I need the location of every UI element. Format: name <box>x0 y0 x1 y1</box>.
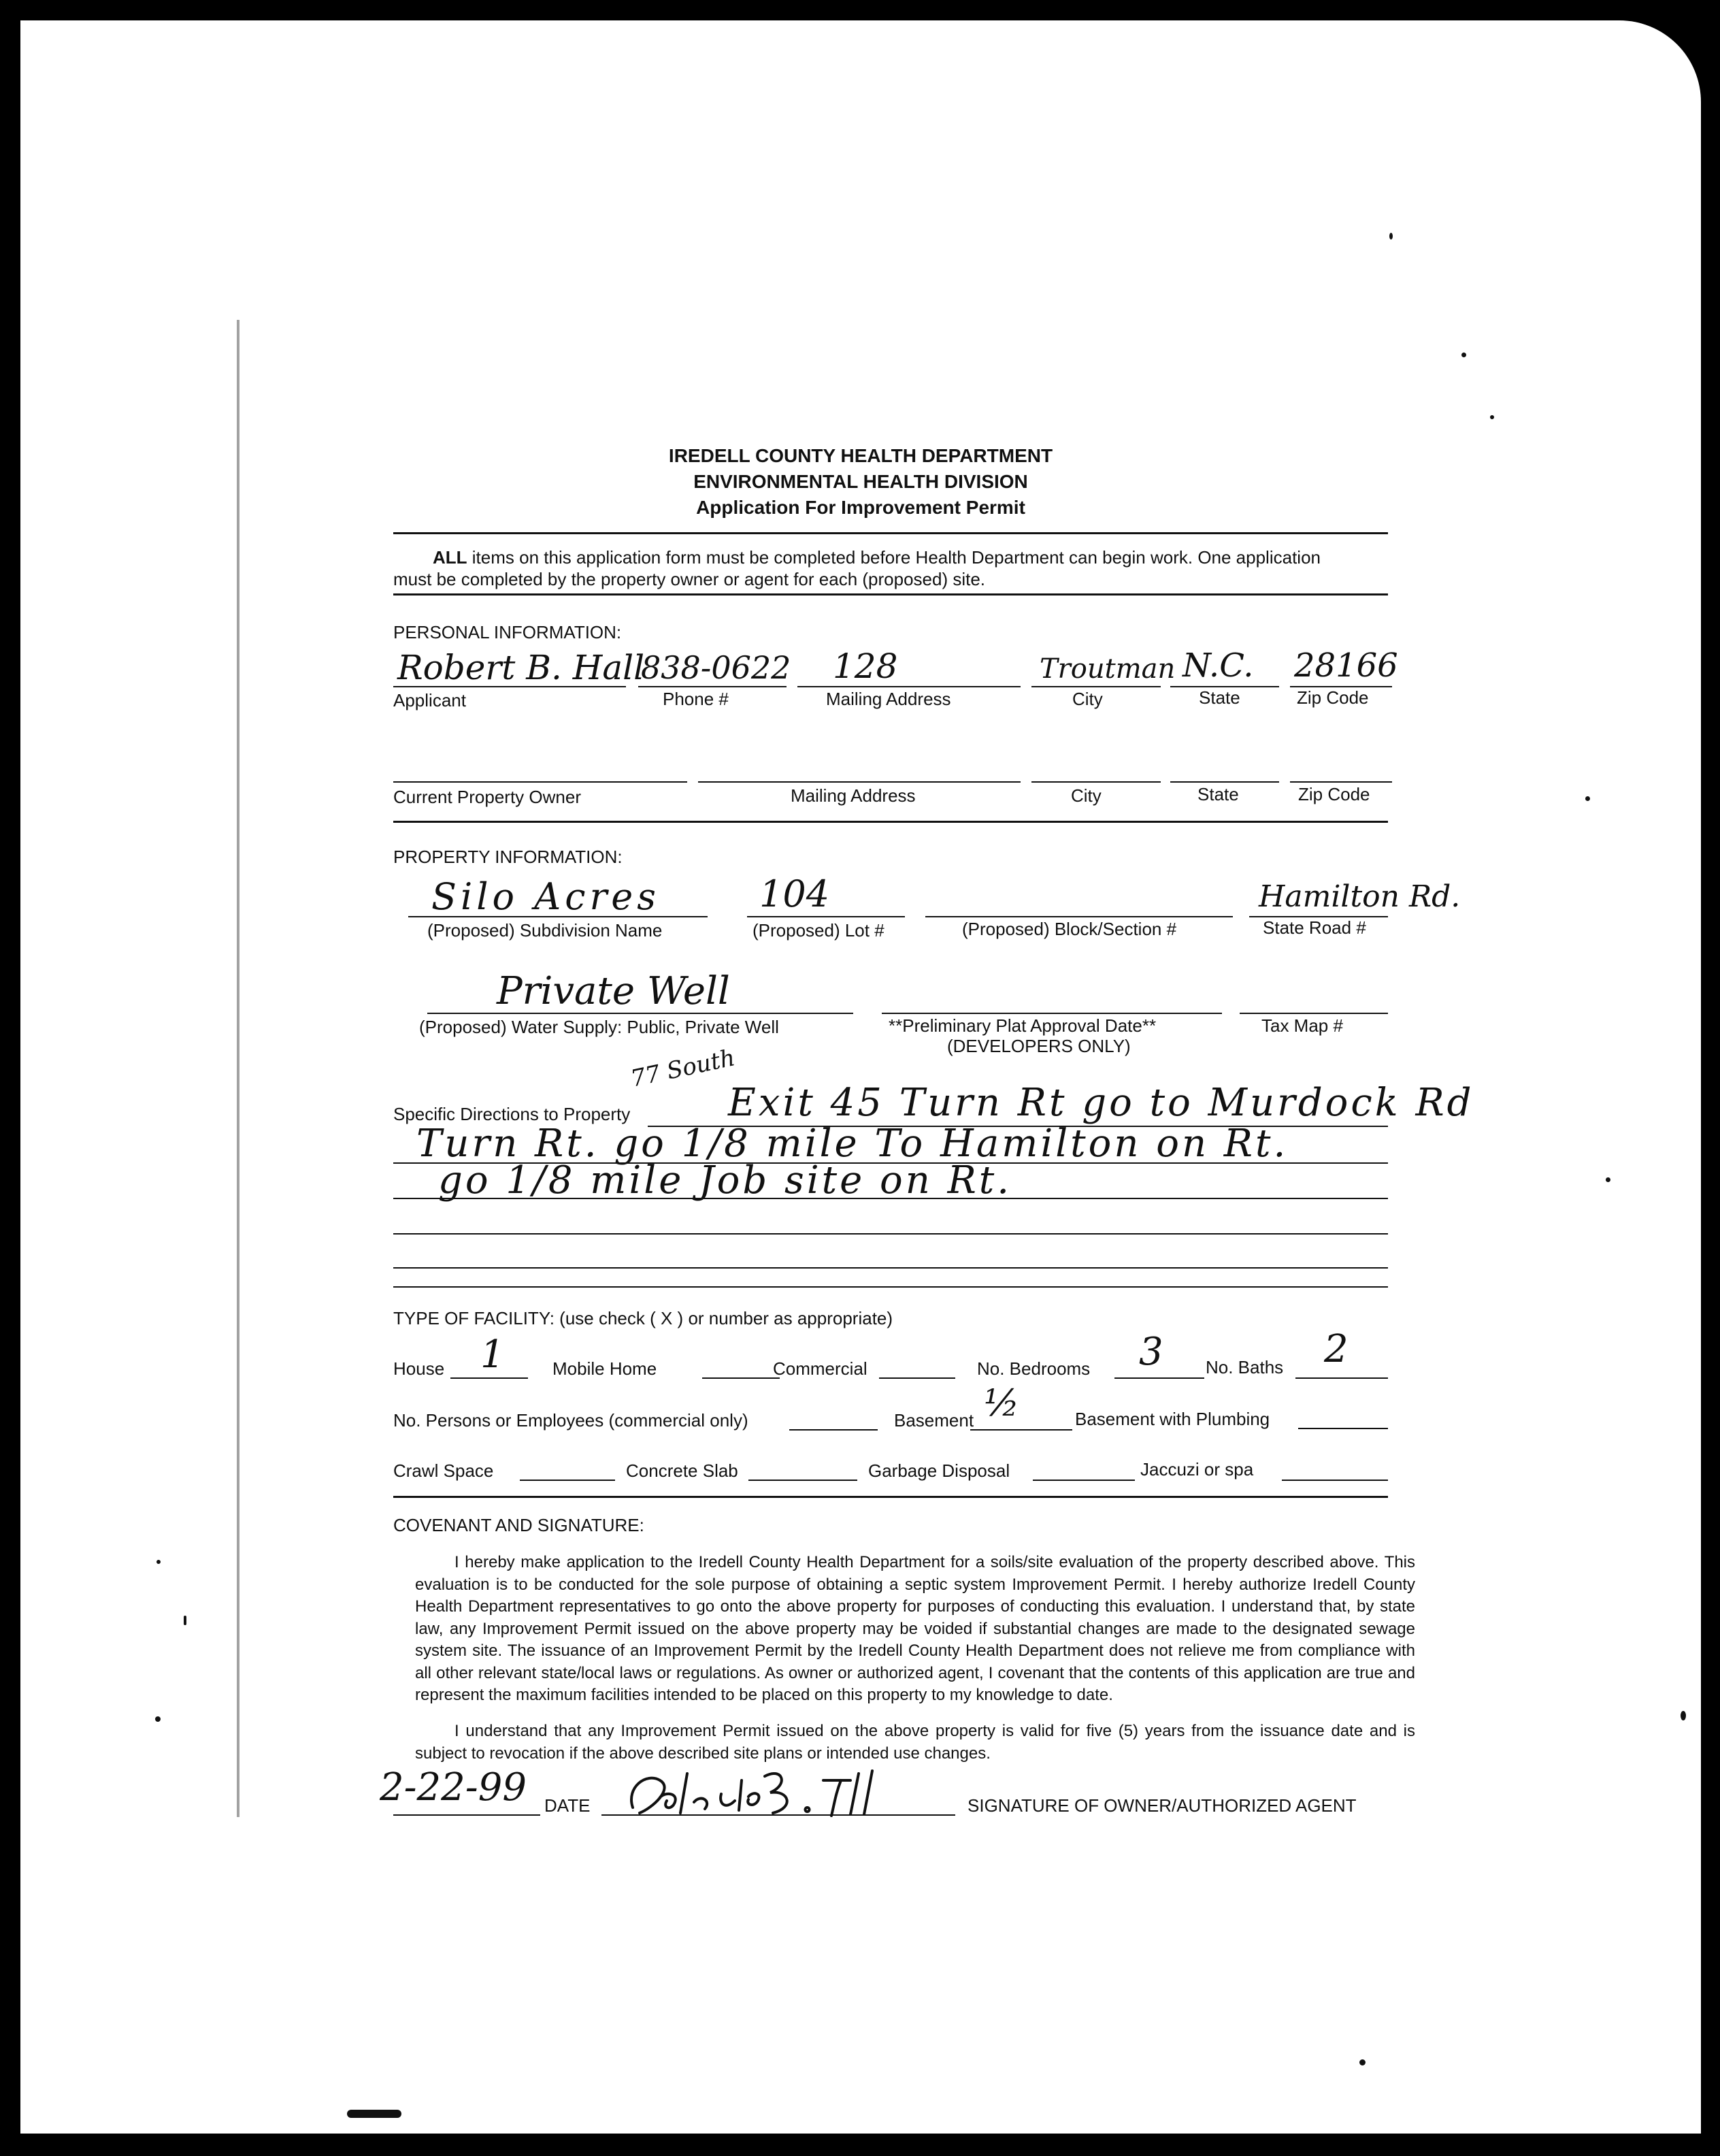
block-section-label: (Proposed) Block/Section # <box>962 919 1177 939</box>
section-property-information: PROPERTY INFORMATION: <box>393 847 623 867</box>
applicant-name-value: Robert B. Hall <box>397 648 645 687</box>
scan-speck <box>1681 1711 1686 1720</box>
mobile-home-label: Mobile Home <box>552 1358 657 1379</box>
section-covenant: COVENANT AND SIGNATURE: <box>393 1515 644 1535</box>
water-supply-label: (Proposed) Water Supply: Public, Private Well <box>419 1017 779 1037</box>
rule <box>393 532 1388 534</box>
commercial-label: Commercial <box>773 1358 867 1379</box>
owner-zip-label: Zip Code <box>1298 784 1370 804</box>
state-road-value: Hamilton Rd. <box>1259 879 1461 914</box>
scan-edge-shadow <box>237 320 239 1817</box>
scan-speck <box>155 1716 161 1722</box>
mailing-address-value: 128 <box>833 647 898 686</box>
house-value: 1 <box>480 1333 505 1377</box>
persons-label: No. Persons or Employees (commercial only) <box>393 1410 748 1431</box>
document-page <box>20 20 1701 2134</box>
scan-speck <box>347 2110 401 2118</box>
directions-line3: go 1/8 mile Job site on Rt. <box>438 1158 1012 1203</box>
instructions-line2: must be completed by the property owner or agent for each (proposed) site. <box>393 569 986 589</box>
baths-value: 2 <box>1324 1327 1349 1371</box>
city-value: Troutman <box>1040 653 1176 685</box>
state-value: N.C. <box>1182 647 1254 685</box>
zip-label: Zip Code <box>1297 687 1369 708</box>
section-personal-information: PERSONAL INFORMATION: <box>393 622 622 642</box>
scan-speck <box>156 1560 161 1564</box>
section-type-of-facility: TYPE OF FACILITY: (use check ( X ) or number as appropriate) <box>393 1308 893 1328</box>
basement-label: Basement <box>894 1410 974 1431</box>
subdivision-label: (Proposed) Subdivision Name <box>427 920 663 941</box>
developers-only-label: (DEVELOPERS ONLY) <box>947 1036 1131 1056</box>
lot-value: 104 <box>759 872 830 915</box>
tax-map-label: Tax Map # <box>1261 1015 1343 1036</box>
lot-label: (Proposed) Lot # <box>752 920 884 941</box>
basement-plumbing-label: Basement with Plumbing <box>1075 1409 1270 1429</box>
agency-name: IREDELL COUNTY HEALTH DEPARTMENT <box>668 445 1053 466</box>
directions-line1: Exit 45 Turn Rt go to Murdock Rd <box>728 1081 1474 1125</box>
scan-speck <box>1490 415 1494 419</box>
crawl-space-label: Crawl Space <box>393 1460 494 1481</box>
mailing-address-label: Mailing Address <box>826 689 951 709</box>
water-supply-value: Private Well <box>497 969 730 1013</box>
bedrooms-value: 3 <box>1139 1330 1163 1374</box>
owner-signature <box>619 1760 905 1828</box>
zip-value: 28166 <box>1294 647 1398 685</box>
form-title: Application For Improvement Permit <box>696 497 1025 518</box>
concrete-slab-label: Concrete Slab <box>626 1460 738 1481</box>
signature-label: SIGNATURE OF OWNER/AUTHORIZED AGENT <box>968 1795 1357 1816</box>
scan-speck <box>1585 796 1590 801</box>
jacuzzi-label: Jaccuzi or spa <box>1140 1459 1254 1480</box>
baths-label: No. Baths <box>1206 1357 1284 1377</box>
covenant-paragraph-2: I understand that any Improvement Permit issued on the above property is valid for five (5) years from the issuance date and is subject to revocation if the above described site plans or intended use changes. <box>415 1722 1415 1763</box>
house-label: House <box>393 1358 445 1379</box>
scan-speck <box>184 1616 186 1625</box>
bedrooms-label: No. Bedrooms <box>977 1358 1091 1379</box>
date-value: 2-22-99 <box>380 1765 527 1810</box>
rule <box>393 821 1388 823</box>
covenant-paragraph-1: I hereby make application to the Iredell County Health Department for a soils/site evaluation of the property described above. This evaluation is to be conducted for the sole purpose of obtaining a septic system Improvement Permit. I hereby authorize Iredell County Health Department representatives to go onto the above property for purposes of conducting this evaluation. I understand that, by state law, any Improvement Permit issued on the above property may be voided if substantial changes are made to the designated sewage system site. The issuance of an Improvement Permit by the Iredell County Health Department does not relieve me from compliance with all other relevant state/local laws or regulations. As owner or authorized agent, I covenant that the contents of this application are true and represent the maximum facilities intended to be placed on this property to my knowledge to date. <box>415 1553 1415 1704</box>
directions-label: Specific Directions to Property <box>393 1104 631 1124</box>
scan-speck <box>1389 233 1393 240</box>
basement-value: ½ <box>984 1382 1020 1424</box>
city-label: City <box>1072 689 1103 709</box>
directions-line2: Turn Rt. go 1/8 mile To Hamilton on Rt. <box>416 1122 1289 1166</box>
phone-value: 838-0622 <box>641 649 791 686</box>
state-road-label: State Road # <box>1263 917 1366 938</box>
rule <box>393 1496 1388 1498</box>
owner-state-label: State <box>1197 784 1239 804</box>
instructions-line1: ALL items on this application form must be completed before Health Department can begin work. One application <box>433 547 1321 568</box>
division-name: ENVIRONMENTAL HEALTH DIVISION <box>693 471 1028 492</box>
applicant-label: Applicant <box>393 690 466 710</box>
subdivision-value: Silo Acres <box>431 875 660 918</box>
scan-speck <box>1606 1177 1610 1182</box>
scan-speck <box>1461 353 1466 357</box>
rule <box>393 593 1388 595</box>
plat-approval-label: **Preliminary Plat Approval Date** <box>889 1015 1157 1036</box>
owner-city-label: City <box>1071 785 1102 806</box>
scan-speck <box>1359 2059 1366 2065</box>
state-label: State <box>1199 687 1240 708</box>
directions-note: 77 South <box>628 1044 738 1093</box>
date-label: DATE <box>544 1795 591 1816</box>
owner-mailing-label: Mailing Address <box>791 785 916 806</box>
phone-label: Phone # <box>663 689 729 709</box>
garbage-disposal-label: Garbage Disposal <box>868 1460 1010 1481</box>
current-owner-label: Current Property Owner <box>393 787 581 807</box>
